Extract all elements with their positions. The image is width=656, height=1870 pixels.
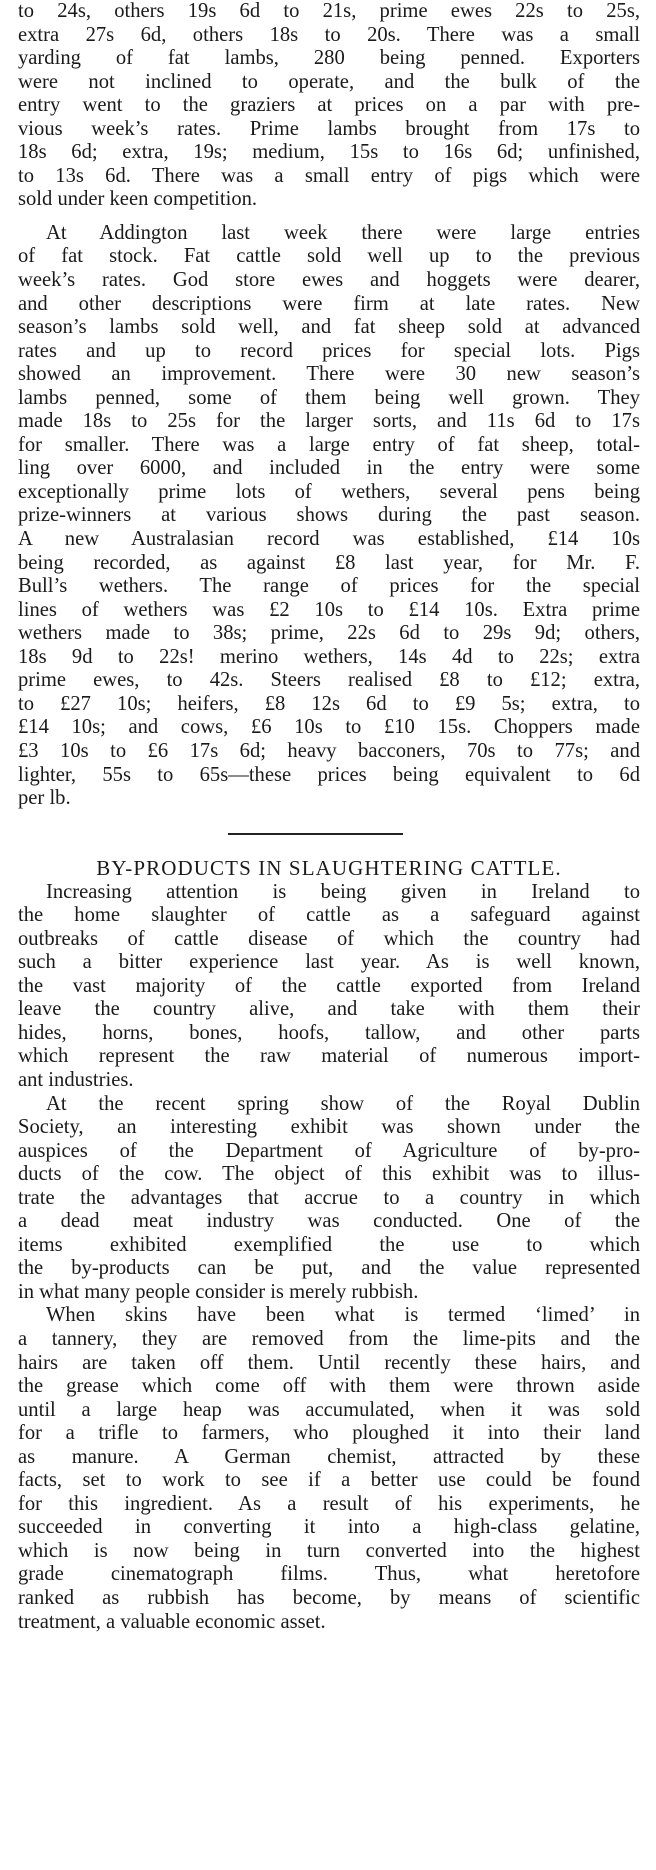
text-line: hairs are taken off them. Until recently these hairs, and <box>18 1351 640 1374</box>
text-line: 18s 6d; extra, 19s; medium, 15s to 16s 6d; unfinished, <box>18 141 640 164</box>
text-line: succeeded in converting it into a high-class gelatine, <box>18 1516 640 1539</box>
text-line: which represent the raw material of numerous import- <box>18 1045 640 1068</box>
newspaper-column <box>18 0 640 1634</box>
text-line: prime ewes, to 42s. Steers realised £8 to £12; extra, <box>18 669 640 692</box>
text-line: auspices of the Department of Agriculture of by-pro- <box>18 1139 640 1162</box>
text-line: the grease which come off with them were thrown aside <box>18 1375 640 1398</box>
text-line: and other descriptions were firm at late rates. New <box>18 292 640 315</box>
text-line: were not inclined to operate, and the bulk of the <box>18 70 640 93</box>
text-line: A new Australasian record was established, £14 10s <box>18 528 640 551</box>
text-line: of fat stock. Fat cattle sold well up to the previous <box>18 245 640 268</box>
divider-rule <box>228 833 403 835</box>
text-line: When skins have been what is termed ‘limed’ in <box>46 1304 640 1327</box>
text-line: trate the advantages that accrue to a country in which <box>18 1186 640 1209</box>
text-line: At Addington last week there were large entries <box>46 221 640 244</box>
text-line: as manure. A German chemist, attracted by these <box>18 1445 640 1468</box>
text-line: for smaller. There was a large entry of fat sheep, total- <box>18 433 640 456</box>
text-line: lambs penned, some of them being well grown. They <box>18 386 640 409</box>
section-divider <box>18 811 640 855</box>
text-line: to 24s, others 19s 6d to 21s, prime ewes 22s to 25s, <box>18 0 640 22</box>
text-line: ant industries. <box>18 1068 134 1091</box>
text-line: yarding of fat lambs, 280 being penned. Exporters <box>18 47 640 70</box>
text-line: a dead meat industry was conducted. One of the <box>18 1210 640 1233</box>
text-line: to 13s 6d. There was a small entry of pigs which were <box>18 164 640 187</box>
text-line: facts, set to work to see if a better use could be found <box>18 1469 640 1492</box>
text-line: outbreaks of cattle disease of which the country had <box>18 927 640 950</box>
text-line: entry went to the graziers at prices on a par with pre- <box>18 94 640 117</box>
text-line: week’s rates. God store ewes and hoggets were dearer, <box>18 269 640 292</box>
text-line: hides, horns, bones, hoofs, tallow, and other parts <box>18 1021 640 1044</box>
text-line: showed an improvement. There were 30 new season’s <box>18 363 640 386</box>
text-line: such a bitter experience last year. As is well known, <box>18 951 640 974</box>
text-line: the by-products can be put, and the value represented <box>18 1257 640 1280</box>
text-line: until a large heap was accumulated, when it was sold <box>18 1398 640 1421</box>
text-line: sold under keen competition. <box>18 188 258 211</box>
text-line: rates and up to record prices for special lots. Pigs <box>18 339 640 362</box>
text-line: the home slaughter of cattle as a safeguard against <box>18 904 640 927</box>
text-line: per lb. <box>18 787 71 810</box>
text-line: lines of wethers was £2 10s to £14 10s. Extra prime <box>18 598 640 621</box>
text-line: to £27 10s; heifers, £8 12s 6d to £9 5s; extra, to <box>18 692 640 715</box>
text-line: wethers made to 38s; prime, 22s 6d to 29s 9d; others, <box>18 622 640 645</box>
text-line: ling over 6000, and included in the entry were some <box>18 457 640 480</box>
text-line: items exhibited exemplified the use to which <box>18 1233 640 1256</box>
text-line: leave the country alive, and take with them their <box>18 998 640 1021</box>
text-line: being recorded, as against £8 last year, for Mr. F. <box>18 551 640 574</box>
text-line: made 18s to 25s for the larger sorts, and 11s 6d to 17s <box>18 410 640 433</box>
article-paragraph-2 <box>18 1093 640 1305</box>
text-line: grade cinematograph films. Thus, what heretofore <box>18 1563 640 1586</box>
text-line: which is now being in turn converted into the highest <box>18 1539 640 1562</box>
text-line: Increasing attention is being given in Ireland to <box>46 880 640 903</box>
article-paragraph-3 <box>18 1304 640 1634</box>
text-line: £14 10s; and cows, £6 10s to £10 15s. Choppers made <box>18 716 640 739</box>
text-line: a tannery, they are removed from the lime-pits and the <box>18 1327 640 1350</box>
text-line: for a trifle to farmers, who ploughed it into their land <box>18 1422 640 1445</box>
article-paragraph-1 <box>18 881 640 1093</box>
text-line: extra 27s 6d, others 18s to 20s. There was a small <box>18 23 640 46</box>
text-line: prize-winners at various shows during the past season. <box>18 504 640 527</box>
text-line: 18s 9d to 22s! merino wethers, 14s 4d to 22s; extra <box>18 645 640 668</box>
text-line: Society, an interesting exhibit was shown under the <box>18 1116 640 1139</box>
text-line: At the recent spring show of the Royal Dublin <box>46 1092 640 1115</box>
text-line: for this ingredient. As a result of his experiments, he <box>18 1492 640 1515</box>
text-line: exceptionally prime lots of wethers, several pens being <box>18 480 640 503</box>
text-line: £3 10s to £6 17s 6d; heavy bacconers, 70s to 77s; and <box>18 739 640 762</box>
text-line: ranked as rubbish has become, by means of scientific <box>18 1587 640 1609</box>
addington-market-report <box>18 222 640 811</box>
text-line: Bull’s wethers. The range of prices for the special <box>18 575 640 598</box>
text-line: treatment, a valuable economic asset. <box>18 1610 326 1633</box>
text-line: ducts of the cow. The object of this exhibit was to illus- <box>18 1163 640 1186</box>
text-line: lighter, 55s to 65s—these prices being equivalent to 6d <box>18 763 640 786</box>
article-title: BY-PRODUCTS IN SLAUGHTERING CATTLE. <box>96 855 562 880</box>
text-line: in what many people consider is merely rubbish. <box>18 1280 419 1303</box>
text-line: vious week’s rates. Prime lambs brought from 17s to <box>18 117 640 140</box>
text-line: season’s lambs sold well, and fat sheep sold at advanced <box>18 316 640 339</box>
market-report-continued <box>18 0 640 212</box>
text-line: the vast majority of the cattle exported from Ireland <box>18 974 640 997</box>
